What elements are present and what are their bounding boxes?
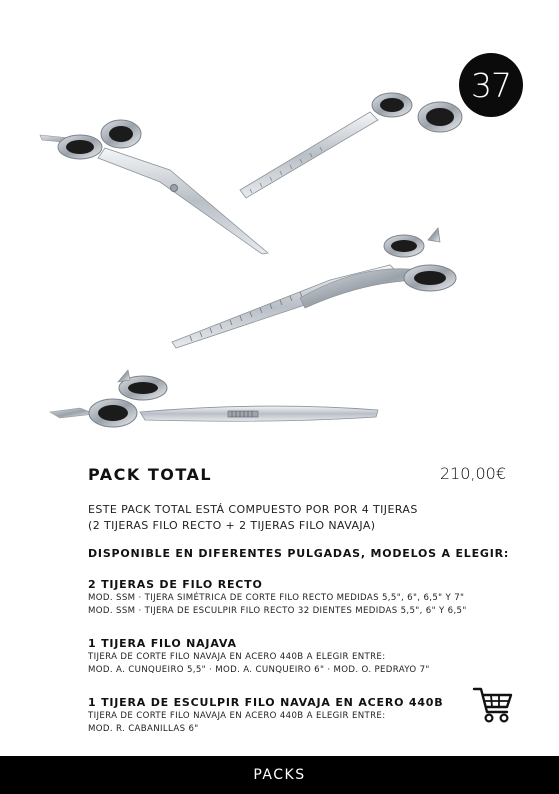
section-line: MOD. SSM · TIJERA DE ESCULPIR FILO RECTO 32 DIENTES MEDIDAS 5,5", 6" Y 6,5" [88, 606, 467, 616]
section-title: 1 TIJERA FILO NAJAVA [88, 637, 237, 650]
section-razor-scissor [88, 636, 518, 677]
section-straight-scissors [88, 577, 518, 618]
thinning-scissors-2 [172, 228, 456, 348]
product-price: 210,00€ [439, 464, 506, 483]
footer-label[interactable]: PACKS [253, 767, 306, 783]
intro-line: (2 TIJERAS FILO RECTO + 2 TIJERAS FILO NAVAJA) [88, 519, 376, 532]
section-line: TIJERA DE CORTE FILO NAVAJA EN ACERO 440B A ELEGIR ENTRE: [88, 652, 386, 662]
product-title: PACK TOTAL [88, 465, 213, 484]
section-title: 1 TIJERA DE ESCULPIR FILO NAVAJA EN ACERO 440B [88, 696, 444, 709]
intro-line: ESTE PACK TOTAL ESTÁ COMPUESTO POR POR 4 TIJERAS [88, 503, 418, 516]
product-intro [88, 502, 508, 534]
footer-bar [0, 756, 559, 794]
shopping-cart-icon[interactable] [472, 685, 514, 725]
section-line: TIJERA DE CORTE FILO NAVAJA EN ACERO 440B A ELEGIR ENTRE: [88, 711, 386, 721]
razor-scissors [50, 370, 378, 427]
scissors-set-photo [0, 70, 559, 460]
section-title: 2 TIJERAS DE FILO RECTO [88, 578, 263, 591]
section-line: MOD. SSM · TIJERA SIMÉTRICA DE CORTE FILO RECTO MEDIDAS 5,5", 6", 6,5" Y 7" [88, 593, 465, 603]
section-sculpting-scissor [88, 695, 518, 736]
thinning-scissors-1 [240, 93, 462, 198]
section-line: MOD. A. CUNQUEIRO 5,5" · MOD. A. CUNQUEIRO 6" · MOD. O. PEDRAYO 7" [88, 665, 430, 675]
section-line: MOD. R. CABANILLAS 6" [88, 724, 199, 734]
page-number-badge: 37 [459, 53, 523, 117]
availability-heading: DISPONIBLE EN DIFERENTES PULGADAS, MODELOS A ELEGIR: [88, 547, 510, 560]
straight-scissors-1 [40, 120, 268, 254]
